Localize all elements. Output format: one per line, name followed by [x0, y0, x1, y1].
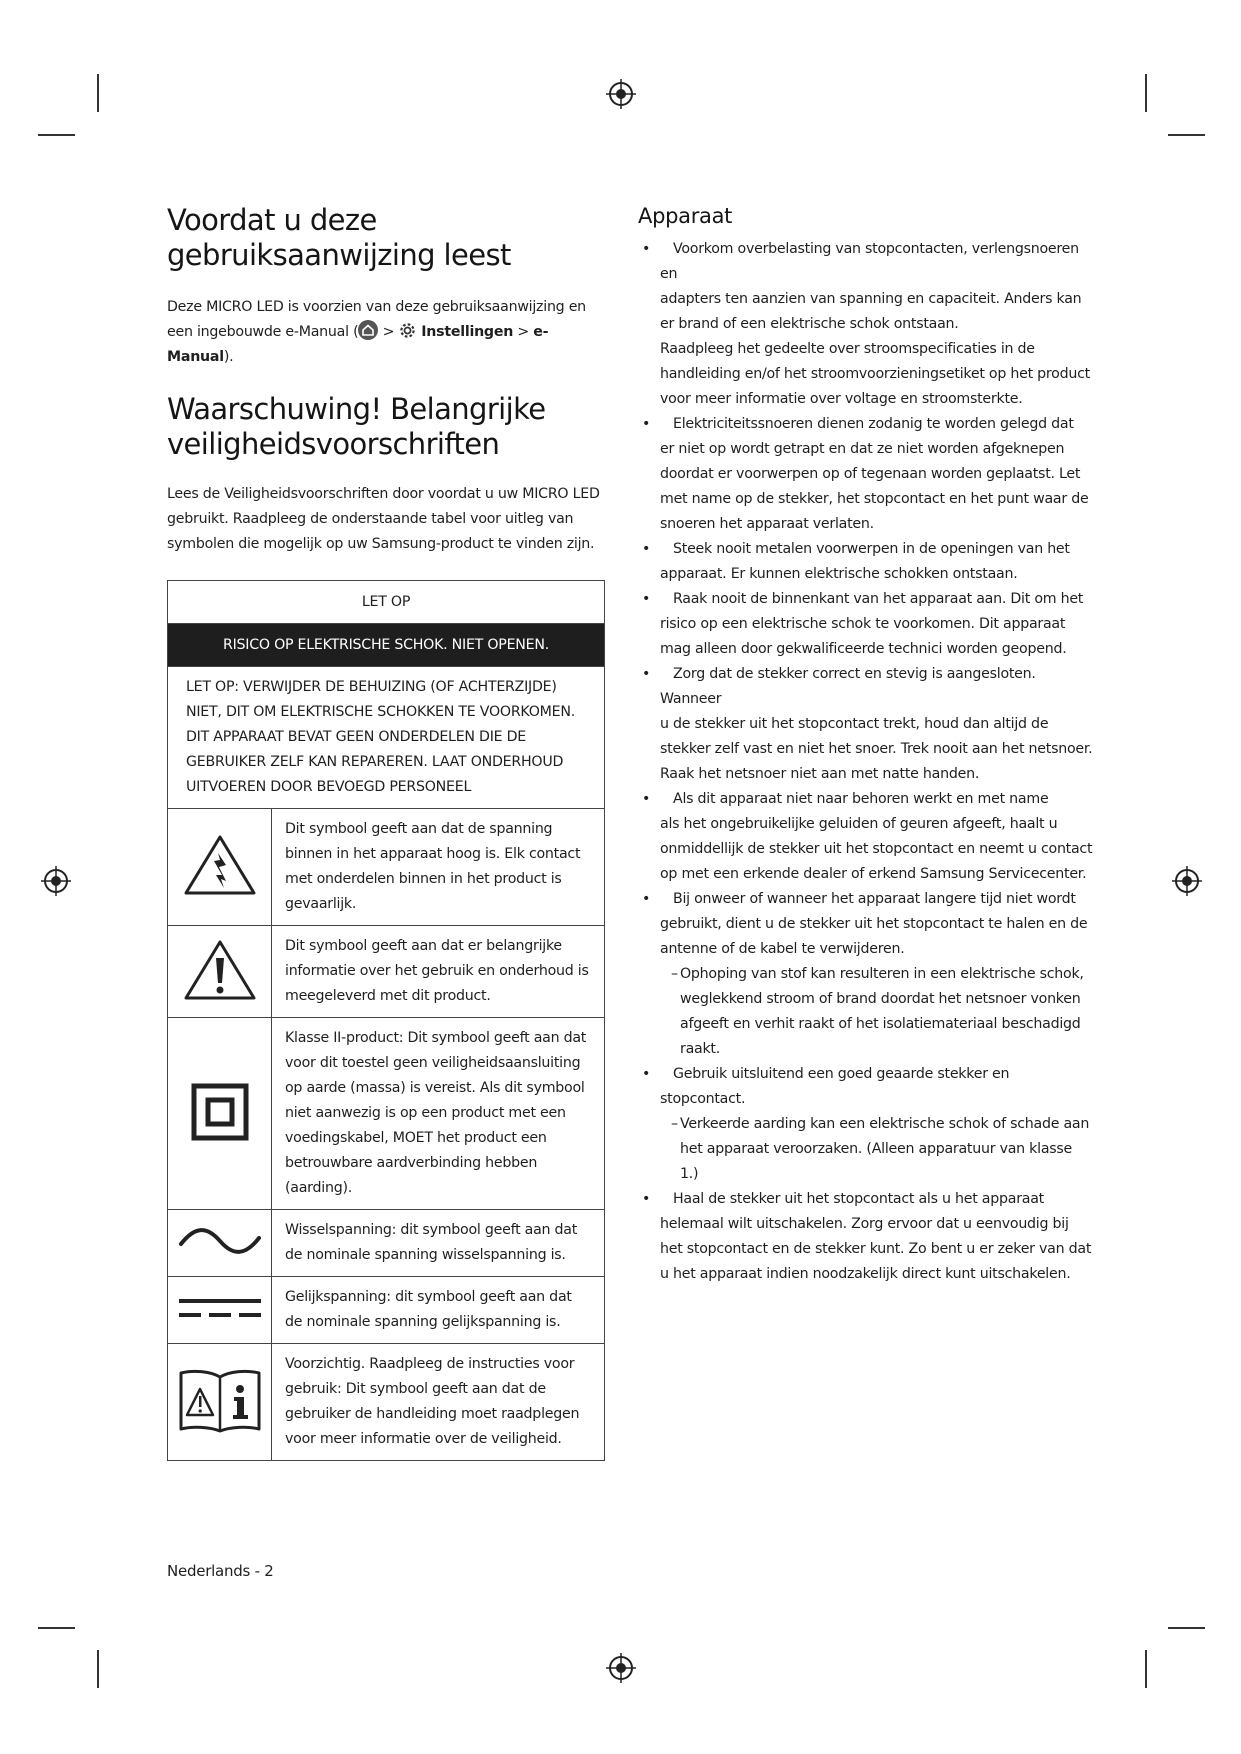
- intro-text-end: ).: [223, 349, 234, 365]
- bullet-icon: •: [642, 1066, 651, 1082]
- menu-separator: >: [517, 324, 529, 340]
- table-row: [168, 809, 605, 926]
- table-row-text: Gelijkspanning: dit symbool geeft aan dat de nominale spanning gelijkspanning is.: [272, 1277, 605, 1344]
- ac-voltage-icon: [177, 1226, 263, 1256]
- section-title: Apparaat: [638, 204, 733, 228]
- high-voltage-icon: [182, 833, 258, 897]
- menu-settings: Instellingen: [421, 324, 514, 340]
- list-item: • Steek nooit metalen voorwerpen in de openingen van het apparaat. Er kunnen elektrische schokken ontstaan.: [638, 537, 1094, 587]
- registration-mark-icon: [606, 79, 636, 109]
- crop-mark: [97, 74, 99, 112]
- table-row-text: Klasse II-product: Dit symbool geeft aan dat voor dit toestel geen veiligheidsaansluiting op aarde (massa) is vereist. Als dit symbool niet aanwezig is op een product met een voedingskabel, MOET het product een betrouwbare aardverbinding hebben (aarding).: [272, 1018, 605, 1210]
- crop-mark: [1168, 1627, 1205, 1629]
- crop-mark: [38, 1627, 75, 1629]
- sub-item: – Ophoping van stof kan resulteren in een elektrische schok, weglekkend stroom of brand doordat het netsnoer vonken afgeeft en verhit raakt of het isolatiemateriaal beschadigd raakt.: [671, 966, 1084, 1057]
- table-row: [168, 1344, 605, 1461]
- list-item: • Elektriciteitssnoeren dienen zodanig te worden gelegd dat er niet op wordt getrapt en dat ze niet worden afgeknepen doordat er voorwerpen op of tegenaan worden geplaatst. Let met name op de stekker, het stopcontact en het punt waar de snoeren het apparaat verlaten.: [638, 412, 1094, 537]
- consult-manual-icon: [177, 1367, 263, 1433]
- crop-mark: [38, 134, 75, 136]
- warning-title: Waarschuwing! Belangrijke veiligheidsvoorschriften: [167, 392, 546, 461]
- table-row: [168, 1210, 605, 1277]
- sub-item: – Verkeerde aarding kan een elektrische schok of schade aan het apparaat veroorzaken. (Alleen apparatuur van klasse 1.): [671, 1116, 1090, 1182]
- menu-emanual: e-Manual: [167, 324, 549, 365]
- table-row-text: Dit symbool geeft aan dat de spanning binnen in het apparaat hoog is. Elk contact met onderdelen binnen in het product is gevaarlijk.: [272, 809, 605, 926]
- table-row-text: Wisselspanning: dit symbool geeft aan dat de nominale spanning wisselspanning is.: [272, 1210, 605, 1277]
- bullet-icon: •: [642, 791, 651, 807]
- list-item: • Voorkom overbelasting van stopcontacten, verlengsnoeren en adapters ten aanzien van spanning en capaciteit. Anders kan er brand of een elektrische schok ontstaan. Raadpleeg het gedeelte over stroomspecificaties in de handleiding en/of het stroomvoorzieningsetiket op het product voor meer informatie over voltage en stroomsterkte.: [638, 237, 1094, 412]
- list-item: • Raak nooit de binnenkant van het apparaat aan. Dit om het risico op een elektrische schok te voorkomen. Dit apparaat mag alleen door gekwalificeerde technici worden geopend.: [638, 587, 1094, 662]
- table-warning: LET OP: VERWIJDER DE BEHUIZING (OF ACHTERZIJDE) NIET, DIT OM ELEKTRISCHE SCHOKKEN TE VOORKOMEN. DIT APPARAAT BEVAT GEEN ONDERDELEN DIE DE GEBRUIKER ZELF KAN REPAREREN. LAAT ONDERHOUD UITVOEREN DOOR BEVOEGD PERSONEEL: [168, 667, 605, 809]
- dc-voltage-icon: [177, 1293, 263, 1323]
- caution-icon: [182, 938, 258, 1002]
- bullet-list: [638, 237, 1094, 1287]
- bullet-icon: •: [642, 416, 651, 432]
- crop-mark: [1145, 74, 1147, 112]
- home-icon: [358, 320, 378, 340]
- left-column: [167, 203, 605, 1461]
- gear-icon: [397, 320, 418, 341]
- bullet-icon: •: [642, 591, 651, 607]
- table-header: LET OP: [168, 581, 605, 624]
- list-item: • Als dit apparaat niet naar behoren werkt en met name als het ongebruikelijke geluiden of geuren afgeeft, haalt u onmiddellijk de stekker uit het stopcontact en neemt u contact op met een erkende dealer of erkend Samsung Servicecenter.: [638, 787, 1094, 887]
- crop-mark: [97, 1650, 99, 1688]
- page-title: Voordat u deze gebruiksaanwijzing leest: [167, 203, 511, 272]
- page-footer: Nederlands - 2: [167, 1562, 274, 1580]
- list-item: • Zorg dat de stekker correct en stevig is aangesloten. Wanneer u de stekker uit het stopcontact trekt, houd dan altijd de stekker zelf vast en niet het snoer. Trek nooit aan het netsnoer. Raak het netsnoer niet aan met natte handen.: [638, 662, 1094, 787]
- list-item: • Haal de stekker uit het stopcontact als u het apparaat helemaal wilt uitschakelen. Zorg ervoor dat u eenvoudig bij het stopcontact en de stekker kunt. Zo bent u er zeker van dat u het apparaat indien noodzakelijk direct kunt uitschakelen.: [638, 1187, 1094, 1287]
- bullet-icon: •: [642, 241, 651, 257]
- bullet-icon: •: [642, 1191, 651, 1207]
- table-row: [168, 926, 605, 1018]
- symbol-table: [167, 580, 605, 1461]
- table-row: [168, 1018, 605, 1210]
- safety-paragraph: Lees de Veiligheidsvoorschriften door voordat u uw MICRO LED gebruikt. Raadpleeg de onderstaande tabel voor uitleg van symbolen die mogelijk op uw Samsung-product te vinden zijn.: [167, 486, 600, 552]
- right-column: [638, 203, 1094, 1287]
- list-item: • Gebruik uitsluitend een goed geaarde stekker en stopcontact. – Verkeerde aarding kan een elektrische schok of schade aan het apparaat veroorzaken. (Alleen apparatuur van klasse 1.): [638, 1062, 1094, 1187]
- table-row-text: Voorzichtig. Raadpleeg de instructies voor gebruik: Dit symbool geeft aan dat de gebruiker de handleiding moet raadplegen voor meer informatie over de veiligheid.: [272, 1344, 605, 1461]
- bullet-icon: •: [642, 666, 651, 682]
- bullet-icon: •: [642, 891, 651, 907]
- class-ii-icon: [190, 1082, 250, 1142]
- bullet-icon: •: [642, 541, 651, 557]
- registration-mark-icon: [606, 1653, 636, 1683]
- table-row: [168, 1277, 605, 1344]
- table-dark-banner: RISICO OP ELEKTRISCHE SCHOK. NIET OPENEN.: [168, 624, 605, 667]
- intro-paragraph: [167, 295, 605, 370]
- crop-mark: [1168, 134, 1205, 136]
- registration-mark-icon: [41, 866, 71, 896]
- intro-text: Deze MICRO LED is voorzien van deze gebruiksaanwijzing en een ingebouwde e-Manual (: [167, 299, 586, 340]
- registration-mark-icon: [1172, 866, 1202, 896]
- table-row-text: Dit symbool geeft aan dat er belangrijke informatie over het gebruik en onderhoud is meegeleverd met dit product.: [272, 926, 605, 1018]
- menu-separator: >: [382, 324, 395, 340]
- crop-mark: [1145, 1650, 1147, 1688]
- list-item: • Bij onweer of wanneer het apparaat langere tijd niet wordt gebruikt, dient u de stekker uit het stopcontact te halen en de antenne of de kabel te verwijderen. – Ophoping van stof kan resulteren in een elektrische schok, weglekkend stroom of brand doordat het netsnoer vonken afgeeft en verhit raakt of het isolatiemateriaal beschadigd raakt.: [638, 887, 1094, 1062]
